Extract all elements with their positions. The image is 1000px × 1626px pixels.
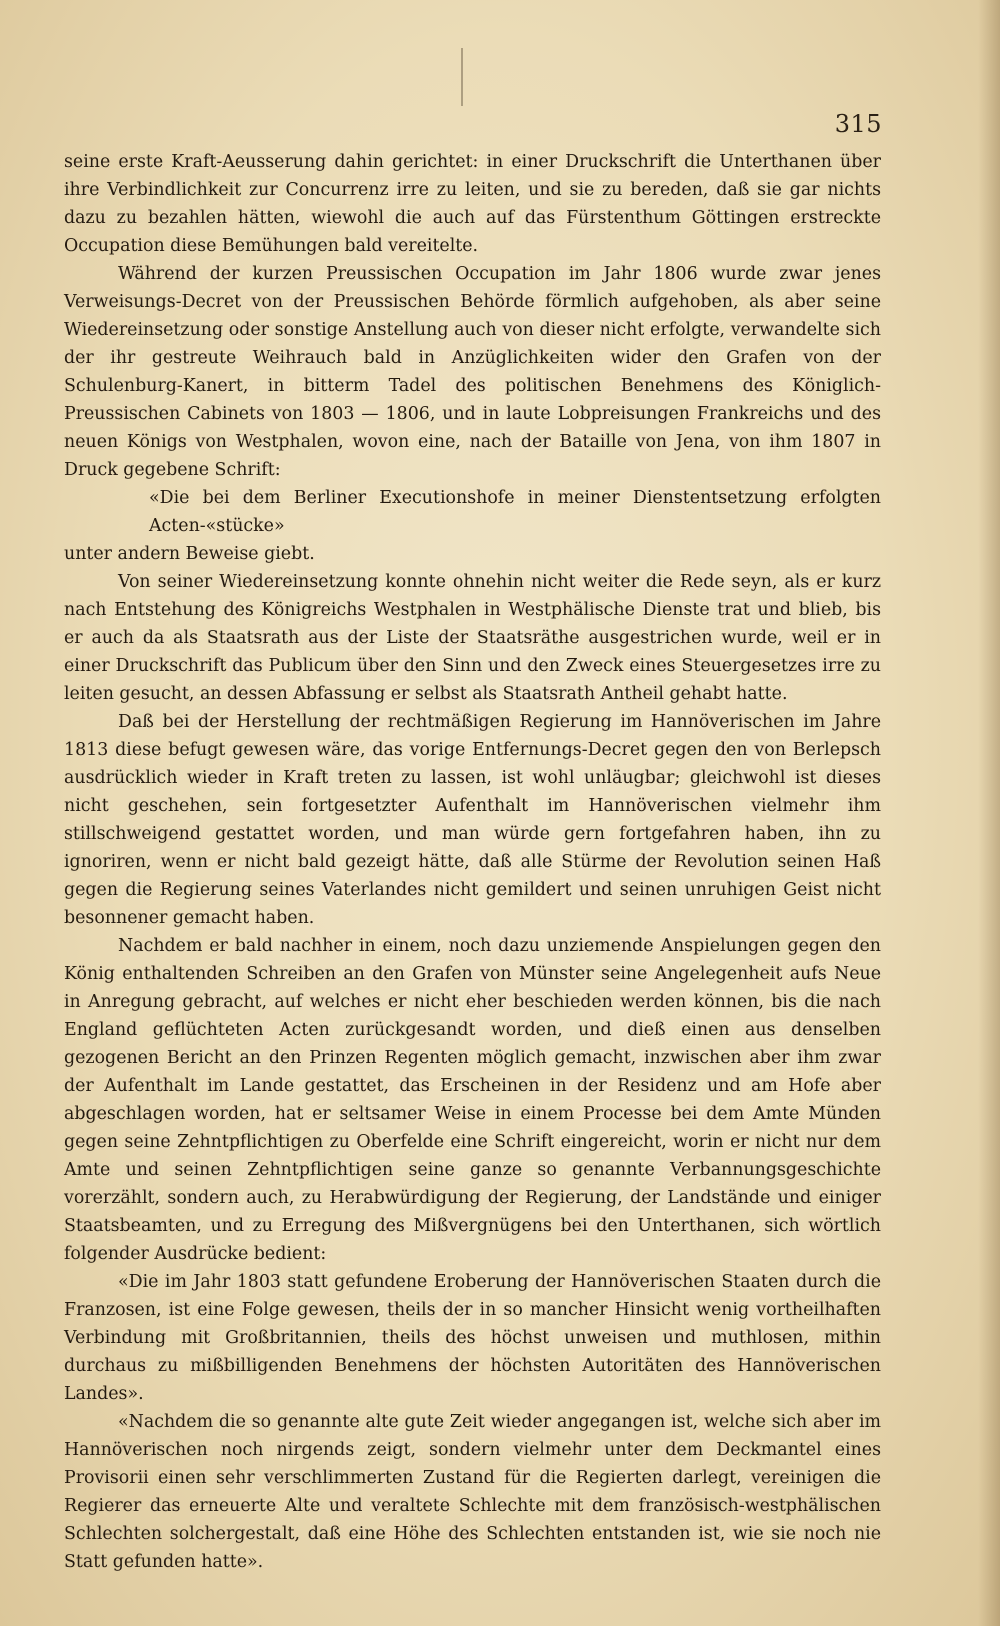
body-text bbox=[64, 148, 881, 1576]
quotation-2: «Nachdem die so genannte alte gute Zeit wieder angegangen ist, welche sich aber im Hannöverischen noch nirgends zeigt, sondern vielmehr unter dem Deckmantel eines Provisorii einen sehr verschlimmerten Zustand für die Regierten darlegt, vereinigen die Regierer das erneuerte Alte und veraltete Schlechte mit dem französisch-westphälischen Schlechten solchergestalt, daß eine Höhe des Schlechten entstanden ist, wie sie noch nie Statt gefunden hatte». bbox=[64, 1412, 881, 1572]
page-edge-shadow bbox=[978, 0, 1000, 1626]
quoted-title: «Die bei dem Berliner Executionshofe in meiner Dienstentsetzung erfolgten Acten-«stücke» bbox=[149, 488, 881, 536]
paragraph-5: Daß bei der Herstellung der rechtmäßigen Regierung im Hannöverischen im Jahre 1813 diese befugt gewesen wäre, das vorige Entfernungs-Decret gegen den von Berlepsch ausdrücklich wieder in Kraft treten zu lassen, ist wohl unläugbar; gleichwohl ist dieses nicht geschehen, sein fortgesetzter Aufenthalt im Hannöverischen vielmehr ihm stillschweigend gestattet worden, und man würde gern fortgefahren haben, ihn zu ignoriren, wenn er nicht bald gezeigt hätte, daß alle Stürme der Revolution seinen Haß gegen die Regierung seines Vaterlandes nicht gemildert und seinen unruhigen Geist nicht besonnener gemacht haben. bbox=[64, 712, 881, 928]
page-number: 315 bbox=[834, 110, 882, 138]
paper-mark bbox=[461, 48, 463, 106]
quotation-1: «Die im Jahr 1803 statt gefundene Eroberung der Hannöverischen Staaten durch die Franzosen, ist eine Folge gewesen, theils der in so mancher Hinsicht wenig vortheilhaften Verbindung mit Großbritannien, theils des höchst unweisen und muthlosen, mithin durchaus zu mißbilligenden Benehmens der höchsten Autoritäten des Hannöverischen Landes». bbox=[64, 1272, 881, 1404]
paragraph-1: seine erste Kraft-Aeusserung dahin gerichtet: in einer Druckschrift die Unterthanen über ihre Verbindlichkeit zur Concurrenz irre zu leiten, und sie zu bereden, daß sie gar nichts dazu zu bezahlen hätten, wiewohl die auch auf das Fürstenthum Göttingen erstreckte Occupation diese Bemühungen bald vereitelte. bbox=[64, 152, 881, 256]
paragraph-2: Während der kurzen Preussischen Occupation im Jahr 1806 wurde zwar jenes Verweisungs-Decret von der Preussischen Behörde förmlich aufgehoben, als aber seine Wiedereinsetzung oder sonstige Anstellung auch von dieser nicht erfolgte, verwandelte sich der ihr gestreute Weihrauch bald in Anzüglichkeiten wider den Grafen von der Schulenburg-Kanert, in bitterm Tadel des politischen Benehmens des Königlich-Preussischen Cabinets von 1803 — 1806, und in laute Lobpreisungen Frankreichs und des neuen Königs von Westphalen, wovon eine, nach der Bataille von Jena, von ihm 1807 in Druck gegebene Schrift: bbox=[64, 264, 881, 480]
paragraph-4: Von seiner Wiedereinsetzung konnte ohnehin nicht weiter die Rede seyn, als er kurz nach Entstehung des Königreichs Westphalen in Westphälische Dienste trat und blieb, bis er auch da als Staatsrath aus der Liste der Staatsräthe ausgestrichen wurde, weil er in einer Druckschrift das Publicum über den Sinn und den Zweck eines Steuergesetzes irre zu leiten gesucht, an dessen Abfassung er selbst als Staatsrath Antheil gehabt hatte. bbox=[64, 572, 881, 704]
paragraph-3: unter andern Beweise giebt. bbox=[64, 544, 315, 564]
paragraph-6: Nachdem er bald nachher in einem, noch dazu unziemende Anspielungen gegen den König enthaltenden Schreiben an den Grafen von Münster seine Angelegenheit aufs Neue in Anregung gebracht, auf welches er nicht eher beschieden werden können, bis die nach England geflüchteten Acten zurückgesandt worden, und dieß einen aus denselben gezogenen Bericht an den Prinzen Regenten möglich gemacht, inzwischen aber ihm zwar der Aufenthalt im Lande gestattet, das Erscheinen in der Residenz und am Hofe aber abgeschlagen worden, hat er seltsamer Weise in einem Processe bei dem Amte Münden gegen seine Zehntpflichtigen zu Oberfelde eine Schrift eingereicht, worin er nicht nur dem Amte und seinen Zehntpflichtigen seine ganze so genannte Verbannungsgeschichte vorerzählt, sondern auch, zu Herabwürdigung der Regierung, der Landstände und einiger Staatsbeamten, und zu Erregung des Mißvergnügens bei den Unterthanen, sich wörtlich folgender Ausdrücke bedient: bbox=[64, 936, 881, 1264]
